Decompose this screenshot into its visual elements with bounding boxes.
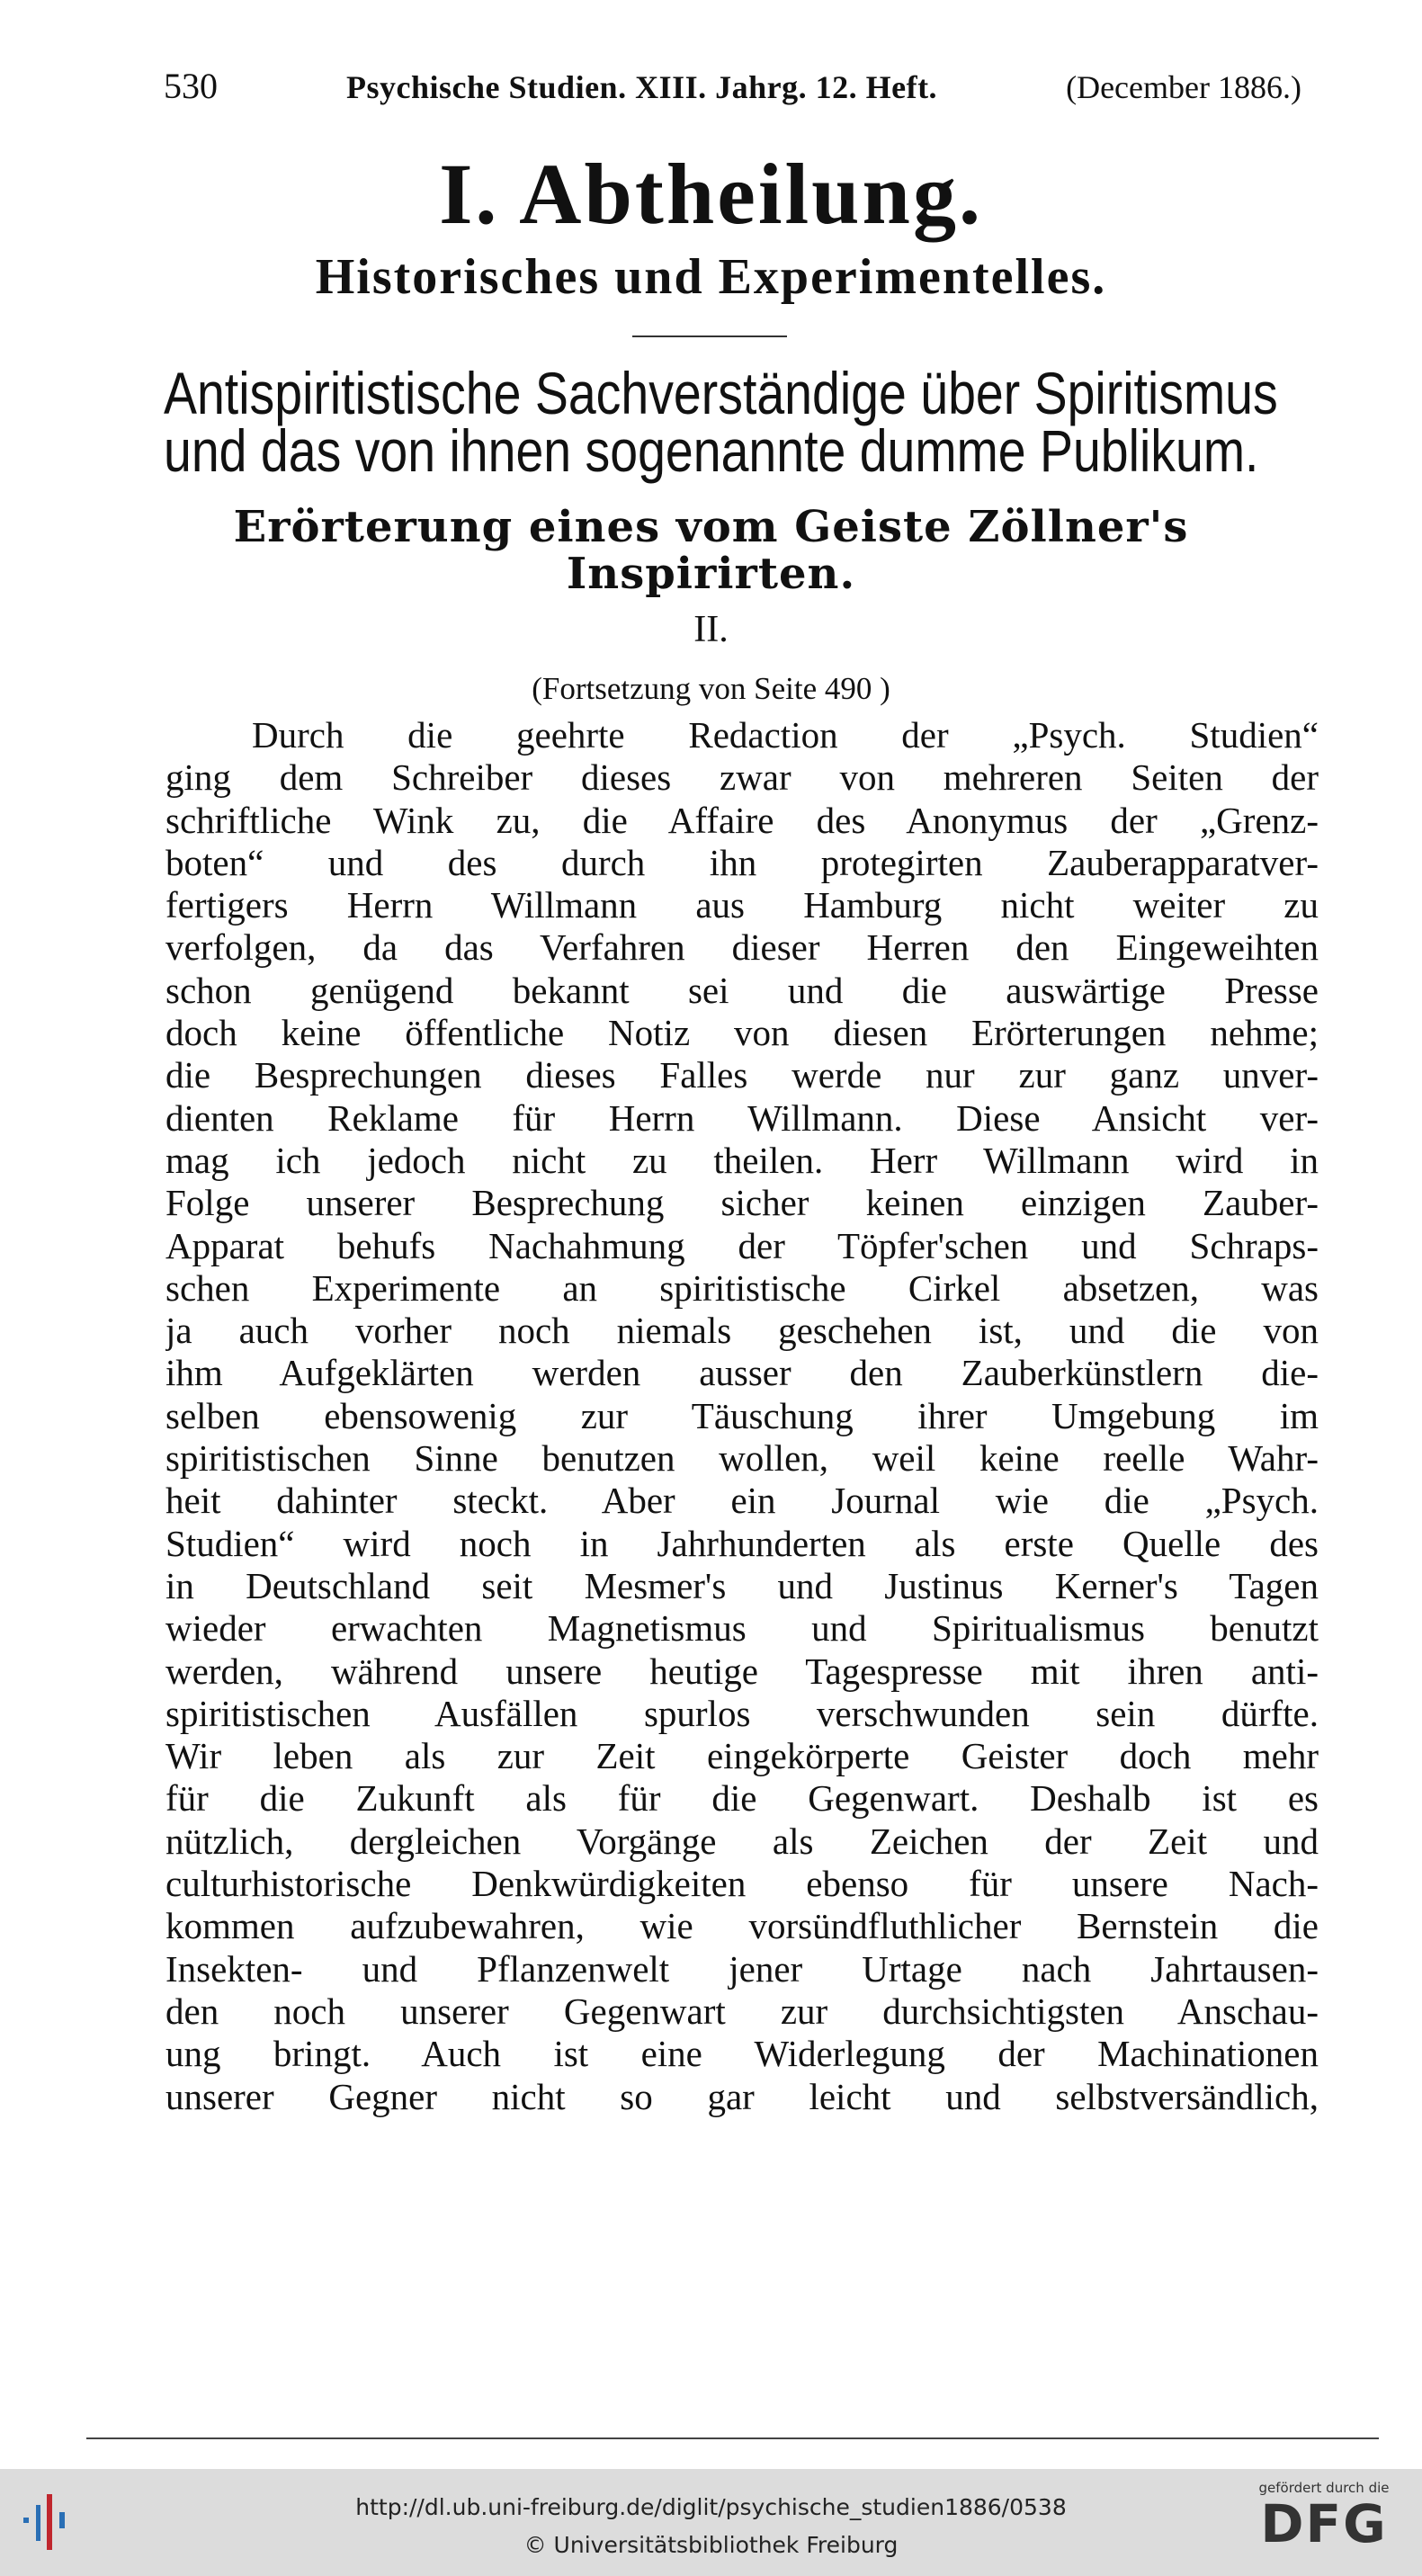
article-subhead-line-2: Inspirirten. (566, 549, 856, 599)
text-line: Durch die geehrte Redaction der „Psych. Studien“ (252, 714, 1319, 756)
text-line: nützlich, dergleichen Vorgänge als Zeichen der Zeit und (165, 1820, 1319, 1862)
dfg-funder-logo (1248, 2480, 1400, 2554)
text-line: Folge unserer Besprechung sicher keinen einzigen Zauber- (165, 1182, 1319, 1224)
text-line: unserer Gegner nicht so gar leicht und selbstversändlich, (165, 2075, 1319, 2117)
funder-caption: gefördert durch die (1258, 2480, 1390, 2496)
text-line: ung bringt. Auch ist eine Widerlegung der Machinationen (165, 2033, 1319, 2075)
text-line: culturhistorische Denkwürdigkeiten ebenso für unsere Nach- (165, 1863, 1319, 1905)
text-line: die Besprechungen dieses Falles werde nur zur ganz unver- (165, 1054, 1319, 1096)
text-line: wieder erwachten Magnetismus und Spiritualismus benutzt (165, 1607, 1319, 1650)
text-line: den noch unserer Gegenwart zur durchsichtigsten Anschau- (165, 1990, 1319, 2032)
funder-name: DFG (1260, 2493, 1388, 2554)
page-number: 530 (164, 66, 218, 106)
text-line: doch keine öffentliche Notiz von diesen Erörterungen nehme; (165, 1012, 1319, 1054)
text-line: schon genügend bekannt sei und die auswärtige Presse (165, 969, 1319, 1011)
part-number: II. (693, 609, 729, 650)
title-divider (632, 335, 787, 337)
text-line: werden, während unsere heutige Tagespresse mit ihren anti- (165, 1650, 1319, 1692)
text-line: ja auch vorher noch niemals geschehen ist, und die von (165, 1310, 1319, 1352)
section-title: I. Abtheilung. (439, 146, 983, 242)
article-headline-line-1: Antispiritistische Sachverständige über Spiritismus (164, 360, 1278, 426)
text-line: in Deutschland seit Mesmer's und Justinus Kerner's Tagen (165, 1564, 1319, 1606)
text-line: verfolgen, da das Verfahren dieser Herren den Eingeweihten (165, 926, 1319, 969)
journal-title: Psychische Studien. XIII. Jahrg. 12. Heft. (346, 69, 938, 105)
copyright-notice: © Universitätsbibliothek Freiburg (523, 2532, 899, 2558)
text-line: ihm Aufgeklärten werden ausser den Zauberkünstlern die- (165, 1352, 1319, 1394)
article-subhead-line-1: Erörterung eines vom Geiste Zöllner's (233, 502, 1189, 552)
section-subtitle: Historisches und Experimentelles. (315, 249, 1107, 305)
text-line: Wir leben als zur Zeit eingekörperte Geister doch mehr (165, 1735, 1319, 1777)
issue-date: (December 1886.) (1066, 69, 1301, 105)
text-line: dienten Reklame für Herrn Willmann. Diese Ansicht ver- (165, 1096, 1319, 1139)
text-line: für die Zukunft als für die Gegenwart. Deshalb ist es (165, 1777, 1319, 1820)
text-line: schen Experimente an spiritistische Cirkel absetzen, was (165, 1266, 1319, 1309)
text-line: spiritistischen Ausfällen spurlos verschwunden sein dürfte. (165, 1692, 1319, 1734)
text-line: schriftliche Wink zu, die Affaire des Anonymus der „Grenz- (165, 799, 1319, 841)
text-line: ging dem Schreiber dieses zwar von mehreren Seiten der (165, 756, 1319, 799)
continuation-note: (Fortsetzung von Seite 490 ) (532, 671, 890, 706)
text-line: Insekten- und Pflanzenwelt jener Urtage nach Jahrtausen- (165, 1947, 1319, 1990)
text-line: kommen aufzubewahren, wie vorsündfluthlicher Bernstein die (165, 1905, 1319, 1947)
text-line: spiritistischen Sinne benutzen wollen, weil keine reelle Wahr- (165, 1437, 1319, 1480)
text-line: Apparat behufs Nachahmung der Töpfer'schen und Schraps- (165, 1224, 1319, 1266)
running-header (164, 65, 1301, 107)
text-line: boten“ und des durch ihn protegirten Zauberapparatver- (165, 841, 1319, 883)
article-headline-line-2: und das von ihnen sogenannte dumme Publikum. (164, 417, 1259, 484)
footer-bar (0, 2469, 1422, 2576)
text-line: fertigers Herrn Willmann aus Hamburg nicht weiter zu (165, 884, 1319, 926)
text-line: mag ich jedoch nicht zu theilen. Herr Willmann wird in (165, 1139, 1319, 1181)
text-line: selben ebensowenig zur Täuschung ihrer Umgebung im (165, 1394, 1319, 1436)
text-line: Studien“ wird noch in Jahrhunderten als erste Quelle des (165, 1522, 1319, 1564)
source-url-link[interactable]: http://dl.ub.uni-freiburg.de/diglit/psychische_studien1886/0538 (355, 2494, 1067, 2520)
page-bottom-rule (86, 2437, 1379, 2439)
text-line: heit dahinter steckt. Aber ein Journal wie die „Psych. (165, 1480, 1319, 1522)
article-body (165, 714, 1319, 2118)
